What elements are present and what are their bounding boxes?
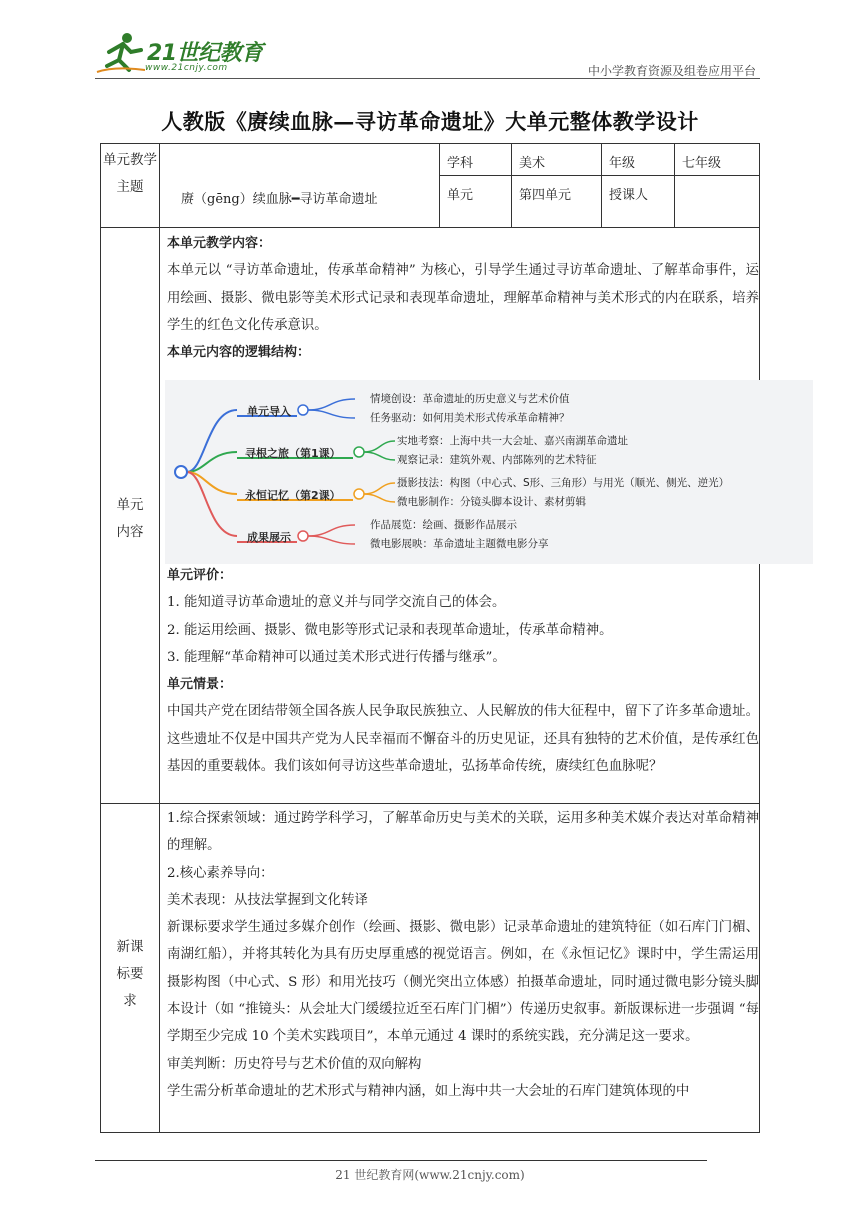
logo-text: 21世纪教育 [147, 41, 263, 66]
mindmap-branch: 单元导入 [247, 405, 291, 418]
col-divider [439, 144, 440, 227]
mindmap-leaf: 微电影展映：革命遗址主题微电影分享 [370, 538, 549, 550]
theme-value: 赓（gēng）续血脉━寻访革命遗址 [181, 192, 378, 207]
mindmap-leaf: 任务驱动：如何用美术形式传承革命精神？ [370, 412, 570, 424]
logo [95, 30, 265, 76]
col-divider [674, 144, 675, 227]
mindmap-leaf: 摄影技法：构图（中心式、S形、三角形）与用光（顺光、侧光、逆光） [397, 477, 730, 489]
unit-label: 单元 [447, 188, 474, 203]
mindmap-leaf: 作品展览：绘画、摄影作品展示 [370, 519, 517, 531]
standards-p3: 美术表现：从技法掌握到文化转译 [167, 892, 368, 908]
mindmap-branch: 成果展示 [247, 531, 291, 544]
grade-label: 年级 [609, 156, 636, 171]
standards-content [167, 805, 759, 1105]
standards-p6: 学生需分析革命遗址的艺术形式与精神内涵，如上海中共一大会址的石库门建筑体现的中 [167, 1083, 690, 1099]
col-divider [159, 144, 160, 1133]
logo-url: www.21cnjy.com [145, 63, 228, 73]
mindmap-branch: 寻根之旅（第1课） [245, 447, 341, 460]
page-footer: 21 世纪教育网(www.21cnjy.com) [335, 1168, 525, 1182]
footer-rule [95, 1160, 707, 1161]
design-table [100, 143, 760, 1133]
logic-heading: 本单元内容的逻辑结构： [167, 345, 311, 361]
grade-value: 七年级 [682, 156, 722, 171]
theme-label: 单元教学主题 [103, 152, 157, 195]
unit-content-label: 单元内容 [116, 497, 144, 540]
eval-heading: 单元评价： [167, 568, 233, 583]
row-divider [101, 803, 759, 804]
logic-mindmap [165, 380, 813, 564]
standards-p5: 审美判断：历史符号与艺术价值的双向解构 [167, 1056, 422, 1072]
unit-content-bottom [167, 562, 759, 780]
standards-label: 新课标要求 [116, 939, 144, 1009]
situation-text: 中国共产党在团结带领全国各族人民争取民族独立、人民解放的伟大征程中，留下了许多革命遗址。这些遗址不仅是中国共产党为人民幸福而不懈奋斗的历史见证，还具有独特的艺术价值，是传承红色基因的重要载体。我们该如何寻访这些革命遗址，弘扬革命传统，赓续红色血脉呢？ [167, 704, 759, 775]
teaching-text: 本单元以 “寻访革命遗址，传承革命精神” 为核心，引导学生通过寻访革命遗址、了解革命事件，运用绘画、摄影、微电影等美术形式记录和表现革命遗址，理解革命精神与美术形式的内在联系，培养学生的红色文化传承意识。 [167, 263, 759, 333]
standards-p2: 2.核心素养导向： [167, 865, 274, 881]
eval-item: 2. 能运用绘画、摄影、微电影等形式记录和表现革命遗址，传承革命精神。 [167, 622, 613, 638]
eval-item: 3. 能理解“革命精神可以通过美术形式进行传播与继承”。 [167, 649, 506, 665]
mindmap-leaf: 观察记录：建筑外观、内部陈列的艺术特征 [397, 454, 597, 466]
subject-value: 美术 [519, 156, 546, 171]
col-divider [511, 144, 512, 227]
mindmap-leaf: 情境创设：革命遗址的历史意义与艺术价值 [370, 393, 570, 405]
runner-logo-icon [95, 30, 149, 76]
unit-value: 第四单元 [519, 188, 572, 203]
situation-heading: 单元情景： [167, 677, 233, 693]
col-divider [601, 144, 602, 227]
mindmap-leaf: 实地考察：上海中共一大会址、嘉兴南湖革命遗址 [397, 435, 628, 447]
subject-label: 学科 [447, 156, 474, 171]
page-title: 人教版《赓续血脉—寻访革命遗址》大单元整体教学设计 [161, 109, 699, 134]
teaching-heading: 本单元教学内容： [167, 236, 272, 251]
standards-p4: 新课标要求学生通过多媒介创作（绘画、摄影、微电影）记录革命遗址的建筑特征（如石库门门楣、南湖红船），并将其转化为具有历史厚重感的视觉语言。例如，在《永恒记忆》课时中，学生需运用摄影构图（中心式、S 形）和用光技巧（侧光突出立体感）拍摄革命遗址，同时通过微电影分镜头脚本设计（如 “推镜头：从会址大门缓缓拉近至石库门门楣”）传递历史叙事。新版课标进一步强调 “每学期至少完成 10 个美术实践项目”，本单元通过 4 课时的系统实践，充分满足这一要求。 [167, 920, 759, 1045]
row-divider [101, 227, 759, 228]
eval-item: 1. 能知道寻访革命遗址的意义并与同学交流自己的体会。 [167, 595, 506, 611]
header-rule [95, 78, 760, 79]
page-header [95, 30, 760, 78]
teacher-label: 授课人 [609, 188, 649, 203]
mindmap-branch: 永恒记忆（第2课） [245, 489, 341, 502]
row-divider [439, 175, 759, 176]
mindmap-leaf: 微电影制作：分镜头脚本设计、素材剪辑 [397, 496, 586, 508]
standards-p1: 1.综合探索领域：通过跨学科学习，了解革命历史与美术的关联，运用多种美术媒介表达对革命精神的理解。 [167, 811, 759, 854]
platform-name: 中小学教育资源及组卷应用平台 [587, 64, 756, 78]
unit-content-top [167, 230, 759, 366]
